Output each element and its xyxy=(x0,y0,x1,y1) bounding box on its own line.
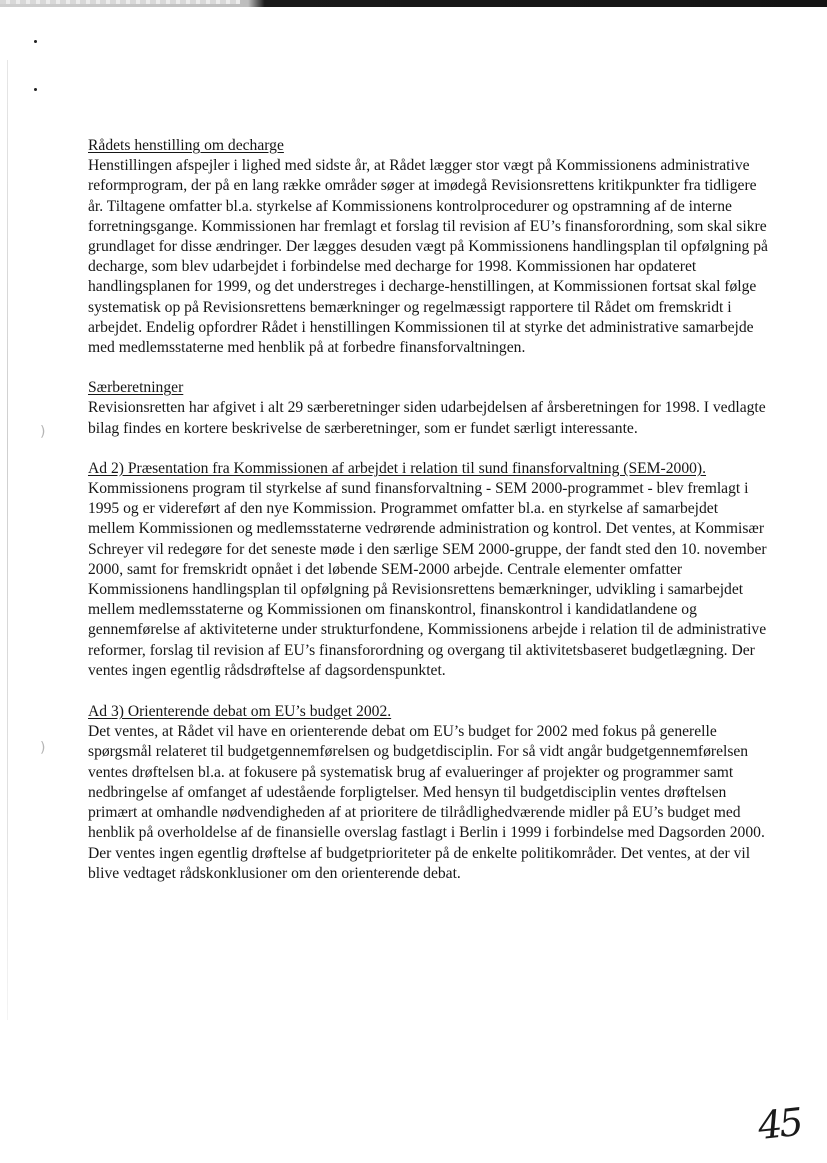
section-heading: Ad 3) Orienterende debat om EU’s budget 2002. xyxy=(88,703,392,721)
punch-hole-mark: ) xyxy=(40,740,46,756)
section-heading: Rådets henstilling om decharge xyxy=(88,137,284,154)
section-decharge-recommendation xyxy=(88,136,768,358)
scan-left-edge xyxy=(7,60,8,1020)
section-paragraph: Kommissionens program til styrkelse af sund finansforvaltning - SEM 2000-programmet - blev fremlagt i 1995 og er videreført af den nye Kommission. Programmet omfatter bl.a. en styrkelse af samarbejdet mellem Kommissionen og medlemsstaterne vedrørende administration og kontrol. Det ventes, at Kommisær Schreyer vil redegøre for det seneste møde i den særlige SEM 2000-gruppe, der fandt sted den 10. november 2000, samt for fremskridt opnået i det løbende SEM-2000 arbejde. Centrale elementer omfatter Kommissionens handlingsplan til opfølgning på Revisionsrettens bemærkninger, udvikling i samarbejdet mellem medlemsstaterne og Kommissionen om finanskontrol, finanskontrol i kandidatlandene og gennemførelse af aktiviteterne under strukturfondene, Kommissionens arbejde i relation til de administrative reformer, forslag til revision af EU’s finansforordning og overgang til aktivitetsbaseret budgetlægning. Der ventes ingen egentlig rådsdrøftelse af dagsordenspunktet. xyxy=(88,480,767,679)
section-paragraph: Revisionsretten har afgivet i alt 29 særberetninger siden udarbejdelsen af årsberetningen for 1998. I vedlagte bilag findes en kortere beskrivelse de særberetninger, som er fundet særligt interessante. xyxy=(88,399,766,437)
section-heading: Ad 2) Præsentation fra Kommissionen af arbejdet i relation til sund finansforvaltning (SEM-2000). xyxy=(88,459,707,477)
section-sem-2000 xyxy=(88,459,768,681)
section-paragraph: Henstillingen afspejler i lighed med sidste år, at Rådet lægger stor vægt på Kommissionens administrative reformprogram, der på en lang række områder søger at imødegå Revisionsrettens kritikpunkter fra tidligere år. Tiltagene omfatter bl.a. styrkelse af Kommissionens kontrolprocedurer og opstramning af de interne forretningsgange. Kommissionen har fremlagt et forslag til revision af EU’s finansforordning, som skal sikre grundlaget for disse ændringer. Der lægges desuden vægt på Kommissionens handlingsplan til opfølgning på decharge, som blev udarbejdet i forbindelse med decharge for 1998. Kommissionen har opdateret handlingsplanen for 1999, og det understreges i decharge-henstillingen, at Kommissionen fortsat skal følge systematisk op på Revisionsrettens bemærkninger og regelmæssigt rapportere til Rådet om fremskridt i arbejdet. Endelig opfordrer Rådet i henstillingen Kommissionen til at styrke det administrative samarbejde med medlemsstaterne med henblik på at forbedre finansforvaltningen. xyxy=(88,157,768,357)
margin-dot xyxy=(34,40,37,43)
scan-top-edge-light xyxy=(0,0,240,4)
section-special-reports xyxy=(88,378,768,439)
section-paragraph: Det ventes, at Rådet vil have en orienterende debat om EU’s budget for 2002 med fokus på generelle spørgsmål relateret til budgetgennemførelsen og budgetdisciplin. For så vidt angår budgetgennemførelsen ventes drøftelsen bl.a. at fokusere på systematisk brug af evalueringer af projekter og programmer samt nedbringelse af omfanget af udestående forpligtelser. Med hensyn til budgetdisciplin ventes drøftelsen primært at omhandle nødvendigheden af at prioritere de tilrådlighedværende midler på EU’s budget med henblik på overholdelse af de finansielle overslag fastlagt i Berlin i 1999 i forbindelse med Dagsorden 2000. Der ventes ingen egentlig drøftelse af budgetprioriteter på de enkelte politikområder. Det ventes, at der vil blive vedtaget rådskonklusioner om den orienterende debat. xyxy=(88,723,765,882)
document-body xyxy=(88,136,768,884)
section-heading: Særberetninger xyxy=(88,379,184,397)
handwritten-page-number: 45 xyxy=(755,1099,803,1149)
punch-hole-mark: ) xyxy=(40,424,46,440)
margin-dot xyxy=(34,88,37,91)
section-budget-2002 xyxy=(88,702,768,884)
